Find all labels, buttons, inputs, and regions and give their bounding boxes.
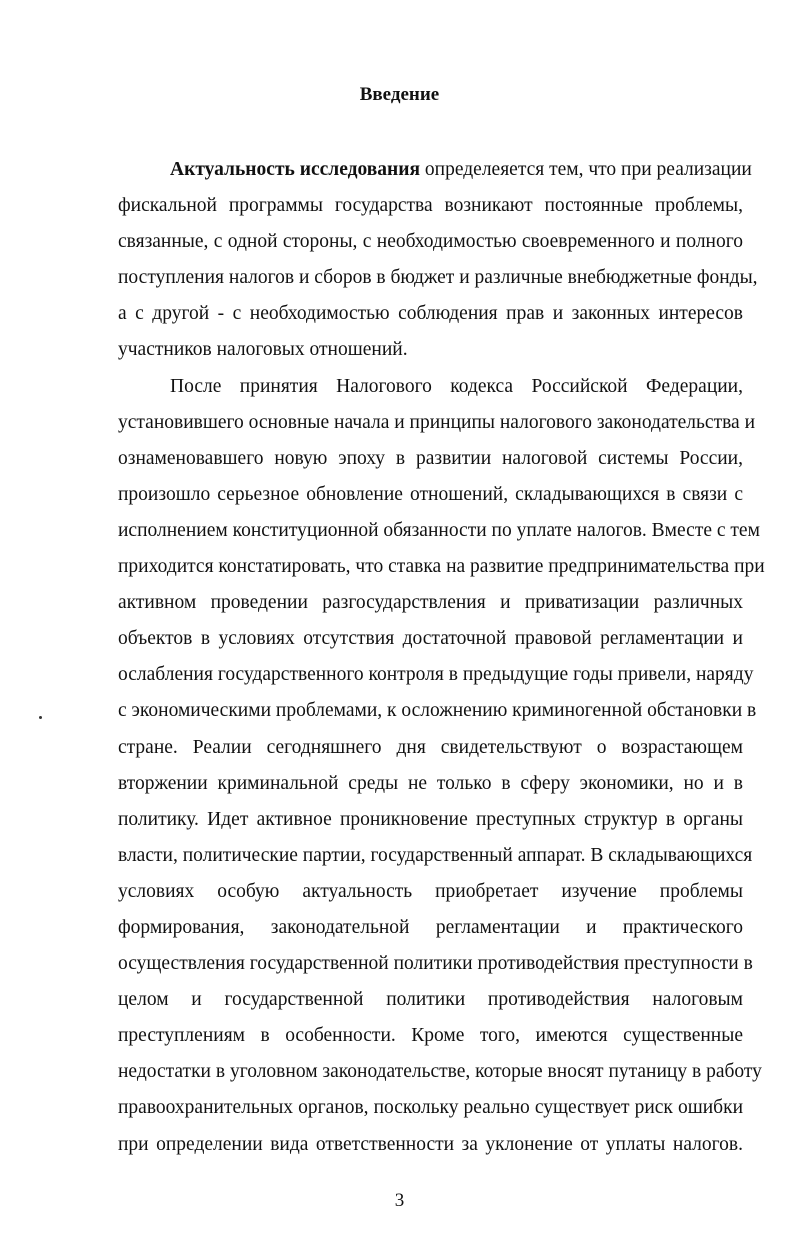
text-line: осуществления государственной политики противодействия преступности в bbox=[118, 953, 753, 975]
text-line: преступлениям в особенности. Кроме того, имеются существенные bbox=[118, 1025, 743, 1047]
scan-speck bbox=[39, 716, 42, 719]
text-line: поступления налогов и сборов в бюджет и различные внебюджетные фонды, bbox=[118, 267, 758, 289]
text-line bbox=[118, 156, 752, 192]
text-line: власти, политические партии, государственный аппарат. В складывающихся bbox=[118, 844, 753, 866]
text-line: недостатки в уголовном законодательстве, которые вносят путаницу в работу bbox=[118, 1061, 762, 1083]
text-line: с экономическими проблемами, к осложнению криминогенной обстановки в bbox=[118, 700, 757, 722]
text-line: связанные, с одной стороны, с необходимостью своевременного и полного bbox=[118, 231, 743, 253]
line-text: определеяется тем, что при реализации bbox=[420, 159, 752, 180]
text-line: установившего основные начала и принципы налогового законодательства и bbox=[118, 411, 756, 433]
lead-bold: Актуальность исследования bbox=[170, 159, 421, 180]
document-body bbox=[118, 156, 765, 1167]
text-line: правоохранительных органов, поскольку реально существует риск ошибки bbox=[118, 1097, 743, 1119]
text-line: политику. Идет активное проникновение преступных структур в органы bbox=[118, 808, 743, 830]
text-line: целом и государственной политики противодействия налоговым bbox=[118, 989, 743, 1011]
text-line: ознаменовавшего новую эпоху в развитии налоговой системы России, bbox=[118, 447, 743, 469]
text-line: объектов в условиях отсутствия достаточной правовой регламентации и bbox=[118, 628, 743, 650]
text-line: а с другой - с необходимостью соблюдения прав и законных интересов bbox=[118, 303, 743, 325]
section-title: Введение bbox=[359, 84, 440, 105]
text-line: при определении вида ответственности за уклонение от уплаты налогов. bbox=[118, 1133, 743, 1155]
text-line: приходится констатировать, что ставка на развитие предпринимательства при bbox=[118, 556, 765, 578]
text-line: активном проведении разгосударствления и приватизации различных bbox=[118, 592, 743, 614]
text-line: ослабления государственного контроля в предыдущие годы привели, наряду bbox=[118, 664, 754, 686]
text-line: произошло серьезное обновление отношений, складывающихся в связи с bbox=[118, 483, 743, 505]
text-line: участников налоговых отношений. bbox=[118, 339, 408, 361]
paragraph-tax-code bbox=[118, 373, 765, 1167]
text-line: вторжении криминальной среды не только в сферу экономики, но и в bbox=[118, 772, 743, 794]
text-line: стране. Реалии сегодняшнего дня свидетельствуют о возрастающем bbox=[118, 736, 743, 758]
page-number: 3 bbox=[394, 1190, 405, 1211]
text-line: формирования, законодательной регламентации и практического bbox=[118, 916, 743, 938]
paragraph-relevance bbox=[118, 156, 758, 373]
text-line: После принятия Налогового кодекса Российской Федерации, bbox=[170, 375, 743, 397]
text-line: условиях особую актуальность приобретает изучение проблемы bbox=[118, 880, 743, 902]
text-line: исполнением конституционной обязанности по уплате налогов. Вместе с тем bbox=[118, 519, 760, 541]
text-line: фискальной программы государства возникают постоянные проблемы, bbox=[118, 195, 743, 217]
